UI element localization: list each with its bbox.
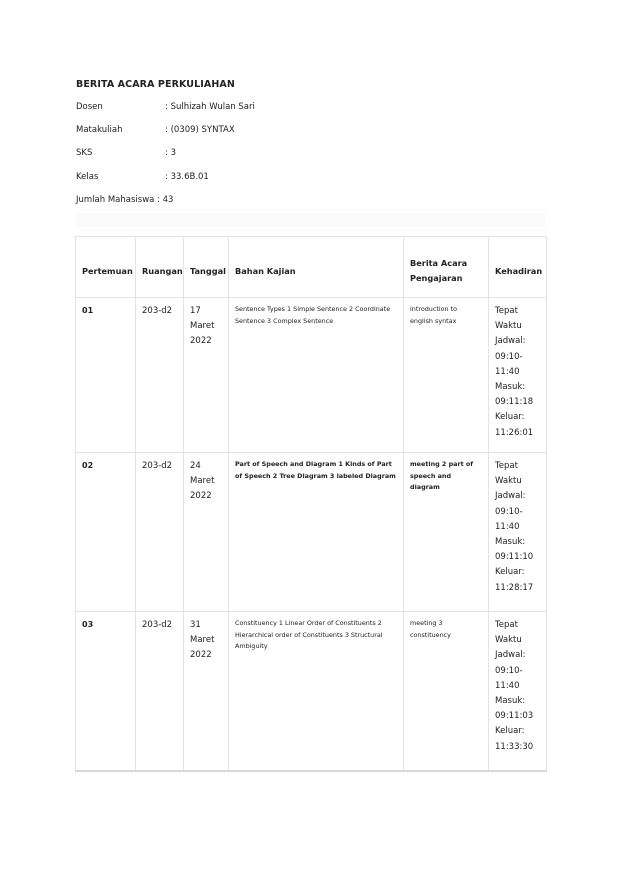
cell-ruangan: 203-d2 xyxy=(136,612,184,772)
kelas-value: : 33.6B.01 xyxy=(165,172,209,182)
info-dosen xyxy=(76,102,255,112)
jumlah-mahasiswa: Jumlah Mahasiswa : 43 xyxy=(76,195,174,205)
cell-bahan-kajian: Sentence Types 1 Simple Sentence 2 Coordinate Sentence 3 Complex Sentence xyxy=(229,298,404,453)
cell-berita-acara: meeting 3 constituency xyxy=(404,612,489,772)
dosen-label: Dosen xyxy=(76,102,103,112)
cell-tanggal: 24 Maret 2022 xyxy=(184,453,229,612)
cell-tanggal: 17 Maret 2022 xyxy=(184,298,229,453)
matakuliah-value: : (0309) SYNTAX xyxy=(165,125,235,135)
header-ruangan: Ruangan xyxy=(136,237,184,298)
page-title: BERITA ACARA PERKULIAHAN xyxy=(76,79,235,90)
info-kelas xyxy=(76,172,209,182)
cell-ruangan: 203-d2 xyxy=(136,453,184,612)
kelas-label: Kelas xyxy=(76,172,99,182)
cell-pertemuan: 02 xyxy=(76,453,136,612)
cell-kehadiran: Tepat Waktu Jadwal: 09:10-11:40 Masuk: 09:11:10 Keluar: 11:28:17 xyxy=(489,453,547,612)
header-kehadiran: Kehadiran xyxy=(489,237,547,298)
table-row xyxy=(76,298,547,453)
info-matakuliah xyxy=(76,125,235,135)
table-row xyxy=(76,612,547,772)
header-tanggal: Tanggal xyxy=(184,237,229,298)
cell-berita-acara: introduction to english syntax xyxy=(404,298,489,453)
cell-bahan-kajian: Constituency 1 Linear Order of Constituents 2 Hierarchical order of Constituents 3 Structural Ambiguity xyxy=(229,612,404,772)
cell-ruangan: 203-d2 xyxy=(136,298,184,453)
table-header-row xyxy=(76,237,547,298)
header-bahan-kajian: Bahan Kajian xyxy=(229,237,404,298)
table-row xyxy=(76,453,547,612)
cell-kehadiran: Tepat Waktu Jadwal: 09:10-11:40 Masuk: 09:11:03 Keluar: 11:33:30 xyxy=(489,612,547,772)
sks-label: SKS xyxy=(76,148,93,158)
table-spacer xyxy=(75,213,546,227)
cell-pertemuan: 03 xyxy=(76,612,136,772)
cell-bahan-kajian: Part of Speech and Diagram 1 Kinds of Part of Speech 2 Tree Diagram 3 labeled Diagram xyxy=(229,453,404,612)
info-sks xyxy=(76,148,176,158)
sks-value: : 3 xyxy=(165,148,176,158)
cell-kehadiran: Tepat Waktu Jadwal: 09:10-11:40 Masuk: 09:11:18 Keluar: 11:26:01 xyxy=(489,298,547,453)
attendance-table xyxy=(75,236,547,772)
header-berita-acara: Berita Acara Pengajaran xyxy=(404,237,489,298)
dosen-value: : Sulhizah Wulan Sari xyxy=(165,102,255,112)
cell-berita-acara: meeting 2 part of speech and diagram xyxy=(404,453,489,612)
header-pertemuan: Pertemuan xyxy=(76,237,136,298)
cell-pertemuan: 01 xyxy=(76,298,136,453)
cell-tanggal: 31 Maret 2022 xyxy=(184,612,229,772)
matakuliah-label: Matakuliah xyxy=(76,125,123,135)
